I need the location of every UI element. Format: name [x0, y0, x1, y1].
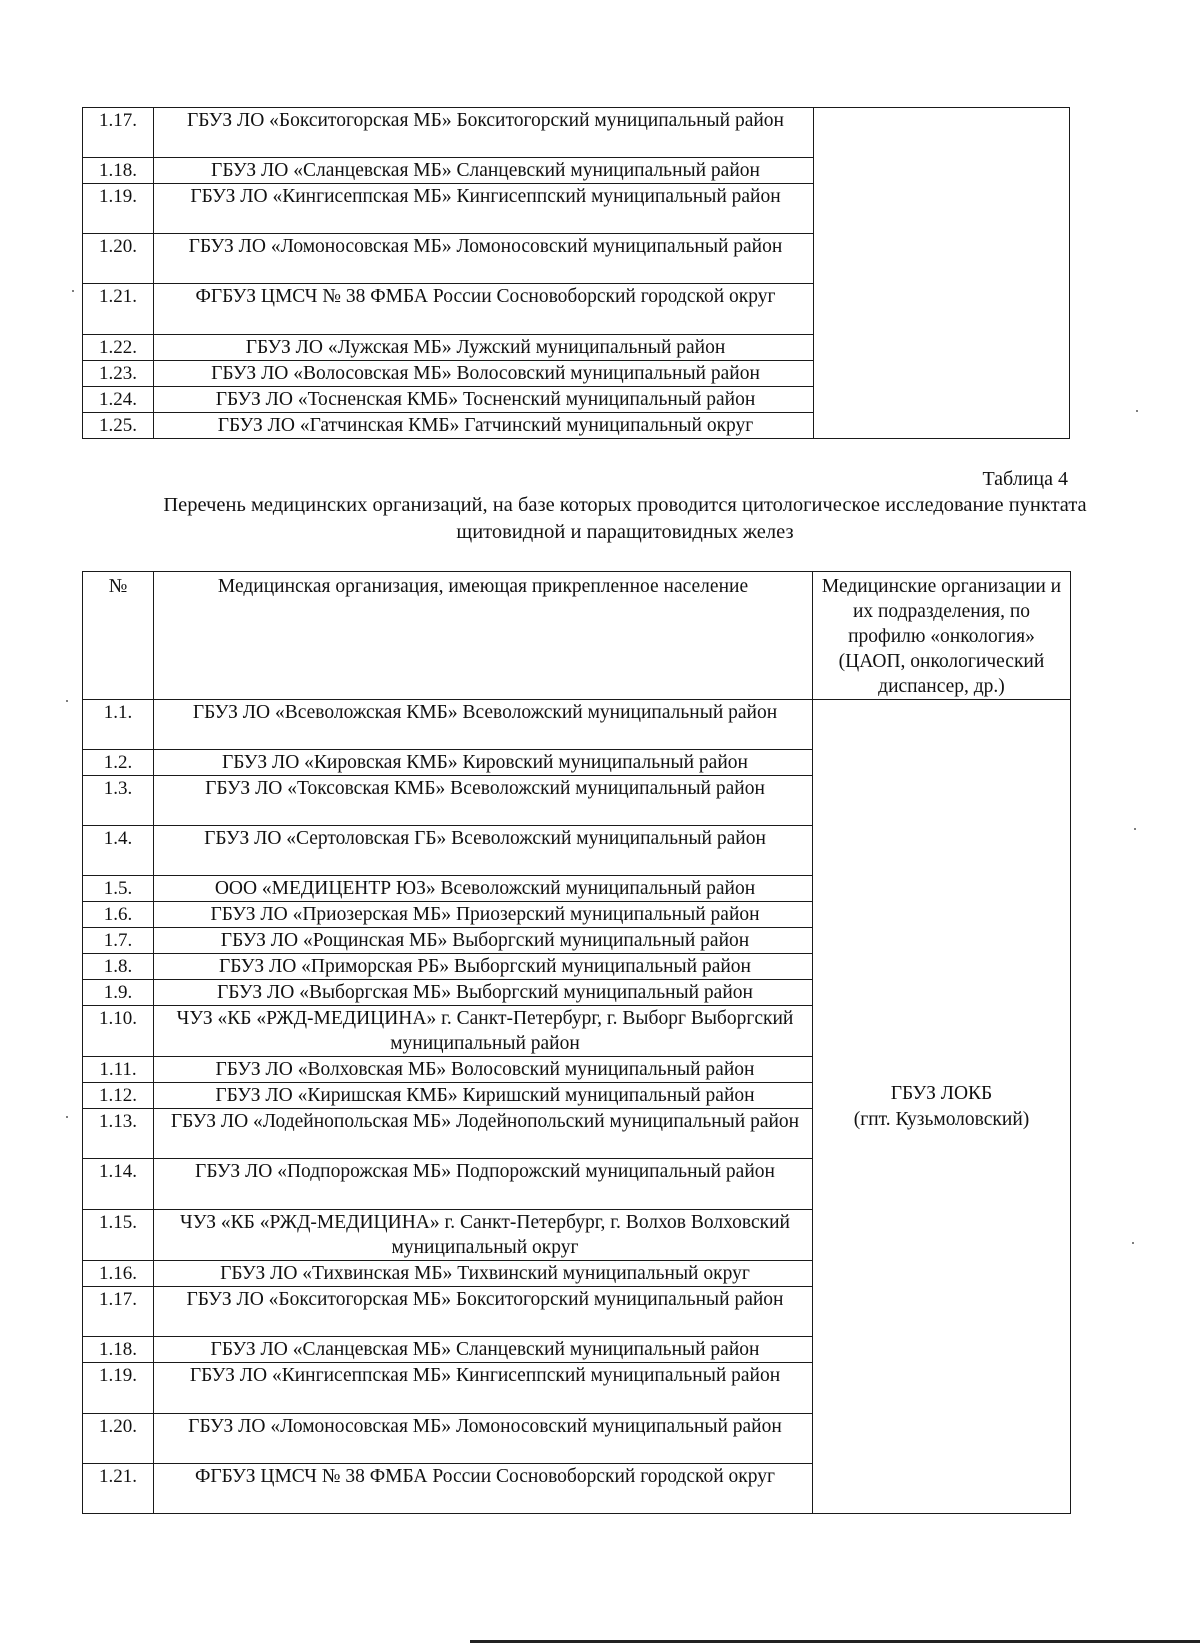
scan-speck [1132, 1242, 1134, 1244]
row-number: 1.4. [83, 826, 154, 876]
organization-cell: ГБУЗ ЛО «Бокситогорская МБ» Бокситогорский муниципальный район [154, 108, 814, 158]
organization-cell: ЧУЗ «КБ «РЖД-МЕДИЦИНА» г. Санкт-Петербург, г. Волхов Волховский муниципальный округ [154, 1210, 813, 1261]
row-number: 1.23. [83, 361, 154, 387]
organization-cell: ГБУЗ ЛО «Гатчинская КМБ» Гатчинский муниципальный округ [154, 413, 814, 439]
organization-cell: ГБУЗ ЛО «Рощинская МБ» Выборгский муниципальный район [154, 928, 813, 954]
organization-cell: ЧУЗ «КБ «РЖД-МЕДИЦИНА» г. Санкт-Петербург, г. Выборг Выборгский муниципальный район [154, 1006, 813, 1057]
organization-cell: ГБУЗ ЛО «Сертоловская ГБ» Всеволожский муниципальный район [154, 826, 813, 876]
header-oncology: Медицинские организации и их подразделения, по профилю «онкология» (ЦАОП, онкологический диспансер, др.) [813, 572, 1071, 700]
organization-cell: ГБУЗ ЛО «Всеволожская КМБ» Всеволожский муниципальный район [154, 700, 813, 750]
row-number: 1.2. [83, 750, 154, 776]
table-header-row [83, 572, 1071, 700]
organization-cell: ГБУЗ ЛО «Приморская РБ» Выборгский муниципальный район [154, 954, 813, 980]
header-organization: Медицинская организация, имеющая прикрепленное население [154, 572, 813, 700]
row-number: 1.18. [83, 1337, 154, 1363]
organization-cell: ГБУЗ ЛО «Бокситогорская МБ» Бокситогорский муниципальный район [154, 1287, 813, 1337]
organization-cell: ГБУЗ ЛО «Кингисеппская МБ» Кингисеппский муниципальный район [154, 1363, 813, 1414]
organization-cell: ГБУЗ ЛО «Тосненская КМБ» Тосненский муниципальный район [154, 387, 814, 413]
row-number: 1.14. [83, 1159, 154, 1210]
organization-cell: ГБУЗ ЛО «Приозерская МБ» Приозерский муниципальный район [154, 902, 813, 928]
row-number: 1.8. [83, 954, 154, 980]
scan-speck [1136, 410, 1138, 412]
row-number: 1.20. [83, 1414, 154, 1464]
row-number: 1.1. [83, 700, 154, 750]
row-number: 1.17. [83, 108, 154, 158]
scan-speck [72, 290, 74, 292]
row-number: 1.11. [83, 1057, 154, 1083]
row-number: 1.24. [83, 387, 154, 413]
row-number: 1.12. [83, 1083, 154, 1109]
organization-cell: ГБУЗ ЛО «Кировская КМБ» Кировский муниципальный район [154, 750, 813, 776]
table-row [83, 700, 1071, 750]
oncology-organization-name: ГБУЗ ЛОКБ [890, 1082, 993, 1104]
row-number: 1.19. [83, 1363, 154, 1414]
row-number: 1.7. [83, 928, 154, 954]
organization-cell: ГБУЗ ЛО «Ломоносовская МБ» Ломоносовский муниципальный район [154, 1414, 813, 1464]
row-number: 1.13. [83, 1109, 154, 1159]
table4 [82, 571, 1071, 1514]
organization-cell: ГБУЗ ЛО «Волосовская МБ» Волосовский муниципальный район [154, 361, 814, 387]
organization-cell: ГБУЗ ЛО «Киришская КМБ» Киришский муниципальный район [154, 1083, 813, 1109]
table-row [83, 108, 1070, 158]
oncology-organization-cell [813, 700, 1071, 1514]
organization-cell: ФГБУЗ ЦМСЧ № 38 ФМБА России Сосновоборский городской округ [154, 1464, 813, 1514]
organization-cell: ГБУЗ ЛО «Сланцевская МБ» Сланцевский муниципальный район [154, 1337, 813, 1363]
header-number: № [83, 572, 154, 700]
row-number: 1.3. [83, 776, 154, 826]
organization-cell: ГБУЗ ЛО «Сланцевская МБ» Сланцевский муниципальный район [154, 158, 814, 184]
row-number: 1.22. [83, 335, 154, 361]
table4-body [83, 700, 1071, 1514]
row-number: 1.5. [83, 876, 154, 902]
scan-speck [66, 1116, 68, 1118]
organization-cell: ГБУЗ ЛО «Тихвинская МБ» Тихвинский муниципальный округ [154, 1261, 813, 1287]
row-number: 1.20. [83, 234, 154, 284]
table3-continuation [82, 107, 1070, 439]
organization-cell: ГБУЗ ЛО «Подпорожская МБ» Подпорожский муниципальный район [154, 1159, 813, 1210]
row-number: 1.19. [83, 184, 154, 234]
row-number: 1.16. [83, 1261, 154, 1287]
row-number: 1.15. [83, 1210, 154, 1261]
organization-cell: ГБУЗ ЛО «Лодейнопольская МБ» Лодейнопольский муниципальный район [154, 1109, 813, 1159]
organization-cell: ГБУЗ ЛО «Выборгская МБ» Выборгский муниципальный район [154, 980, 813, 1006]
row-number: 1.6. [83, 902, 154, 928]
organization-cell: ГБУЗ ЛО «Токсовская КМБ» Всеволожский муниципальный район [154, 776, 813, 826]
organization-cell: ГБУЗ ЛО «Волховская МБ» Волосовский муниципальный район [154, 1057, 813, 1083]
organization-cell: ГБУЗ ЛО «Ломоносовская МБ» Ломоносовский муниципальный район [154, 234, 814, 284]
merged-empty-cell [814, 108, 1070, 439]
organization-cell: ГБУЗ ЛО «Лужская МБ» Лужский муниципальный район [154, 335, 814, 361]
scan-edge-line [470, 1640, 1200, 1643]
row-number: 1.18. [83, 158, 154, 184]
oncology-organization-location: (гпт. Кузьмоловский) [853, 1108, 1030, 1130]
row-number: 1.9. [83, 980, 154, 1006]
organization-cell: ГБУЗ ЛО «Кингисеппская МБ» Кингисеппский муниципальный район [154, 184, 814, 234]
row-number: 1.21. [83, 284, 154, 335]
organization-cell: ООО «МЕДИЦЕНТР ЮЗ» Всеволожский муниципальный район [154, 876, 813, 902]
table-label: Таблица 4 [982, 468, 1068, 490]
scan-speck [1134, 828, 1136, 830]
row-number: 1.10. [83, 1006, 154, 1057]
row-number: 1.25. [83, 413, 154, 439]
row-number: 1.21. [83, 1464, 154, 1514]
organization-cell: ФГБУЗ ЦМСЧ № 38 ФМБА России Сосновоборский городской округ [154, 284, 814, 335]
scan-speck [66, 700, 68, 702]
row-number: 1.17. [83, 1287, 154, 1337]
table-title: Перечень медицинских организаций, на базе которых проводится цитологическое исследование пунктата щитовидной и паращитовидных желез [163, 494, 1087, 543]
